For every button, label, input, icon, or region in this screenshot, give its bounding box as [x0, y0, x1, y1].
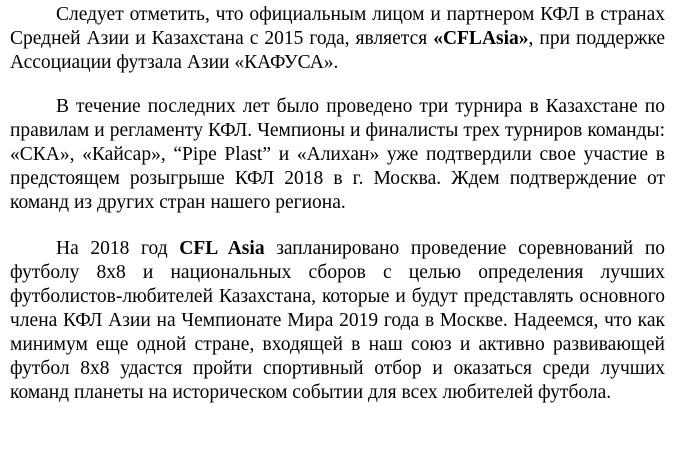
- paragraph-text: Следует отметить, что официальным лицом и партнером КФЛ в странах Средней Азии и Казахстана с 2015 года, является: [10, 4, 665, 49]
- paragraph-text: запланировано проведение соревнований по футболу 8х8 и национальных сборов с целью определения лучших футболистов-любителей Казахстана, которые и будут представлять основного члена КФЛ Азии на Чемпионате Мира 2019 года в Москве. Надеемся, что как минимум еще одной стране, входящей в наш союз и активно развивающей футбол 8х8 удастся пройти спортивный отбор и оказаться среди лучших команд планеты на историческом событии для всех любителей футбола.: [10, 238, 666, 403]
- paragraph-text: , при поддержке Ассоциации футзала Азии «КАФУСА».: [10, 28, 665, 73]
- paragraph-text: На 2018 год: [56, 238, 180, 259]
- paragraph-tournaments: [10, 95, 665, 215]
- paragraph-2018-plans: [10, 237, 665, 405]
- paragraph-cflasia-partner: [10, 3, 665, 75]
- paragraph-text: В течение последних лет было проведено три турнира в Казахстане по правилам и регламенту КФЛ. Чемпионы и финалисты трех турниров команды: «СКА», «Кайсар», “Pipe Plast” и «Алихан» уже подтвердили свое участие в предстоящем розыгрыше КФЛ 2018 в г. Москва. Ждем подтверждение от команд из других стран нашего региона.: [10, 96, 665, 213]
- bold-cfl-asia: CFL Asia: [179, 238, 265, 259]
- bold-cflasia: «CFLAsia»: [433, 28, 529, 49]
